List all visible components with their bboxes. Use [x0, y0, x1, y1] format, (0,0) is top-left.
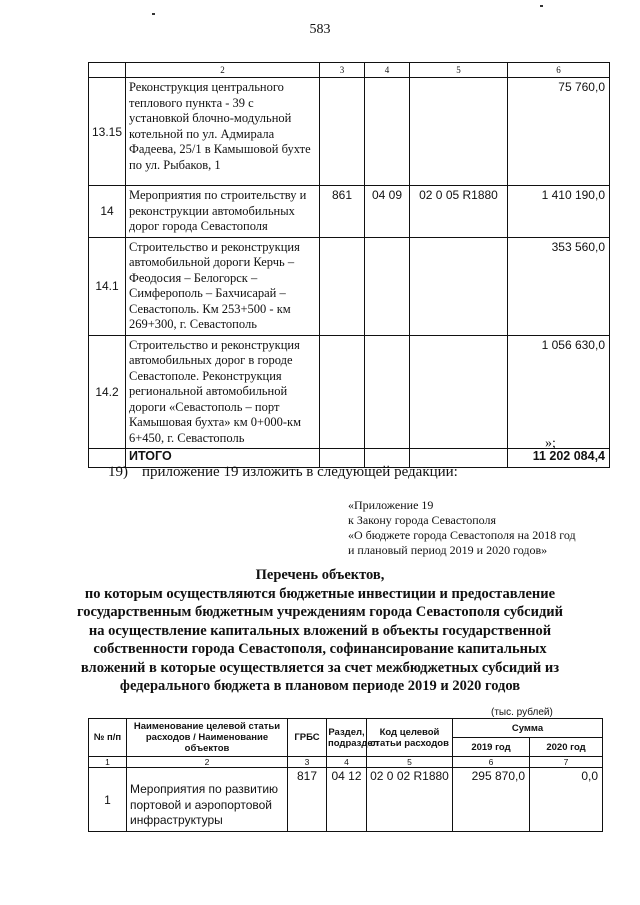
title-line: собственности города Севастополя, софинансирование капитальных — [93, 641, 547, 657]
table-row — [89, 186, 610, 238]
object-name: Реконструкция центрального теплового пункта - 39 с установкой блочно-модульной котельной по ул. Адмирала Фадеева, 25/1 в Камышовой бухте по ул. Рыбаков, 1 — [126, 78, 320, 186]
object-name: Строительство и реконструкция автомобильной дороги Керчь – Феодосия – Белогорск – Симферополь – Бахчисарай – Севастополь. Км 253+500 - км 269+300, г. Севастополь — [126, 237, 320, 335]
item-number: 19) — [108, 464, 128, 480]
code-cell — [410, 78, 508, 186]
table-row — [89, 335, 610, 449]
objects-table — [88, 718, 603, 832]
grbs-cell — [320, 237, 365, 335]
amount-cell: 75 760,0 — [508, 78, 610, 186]
row-number: 14 — [89, 186, 126, 238]
appendix-line: «О бюджете города Севастополя на 2018 год — [348, 528, 576, 542]
amount-2019-cell: 295 870,0 — [453, 768, 530, 832]
title-line: вложений в которые осуществляется за счет межбюджетных субсидий из — [80, 659, 560, 676]
objects-table-continuation — [88, 62, 610, 468]
code-cell: 02 0 05 R1880 — [410, 186, 508, 238]
title-line: государственным бюджетным учреждениям города Севастополя субсидий — [77, 604, 563, 620]
grbs-cell — [320, 78, 365, 186]
object-name: Строительство и реконструкция автомобильных дорог в городе Севастополе. Реконструкция региональной автомобильной дороги «Севастополь – порт Камышовая бухта» км 0+000-км 6+450, г. Севастополь — [126, 335, 320, 449]
row-number: 14.1 — [89, 237, 126, 335]
header-row — [89, 719, 603, 738]
row-number: 1 — [89, 768, 127, 832]
title-line: на осуществление капитальных вложений в объекты государственной — [88, 622, 552, 639]
amount-cell: 1 056 630,0 — [508, 335, 610, 449]
scan-speck — [540, 5, 543, 7]
appendix-reference — [348, 498, 576, 558]
closing-quote: »; — [545, 436, 556, 451]
razdel-cell: 04 09 — [365, 186, 410, 238]
code-cell — [410, 237, 508, 335]
col-index: 4 — [365, 63, 410, 78]
amount-cell: 1 410 190,0 — [508, 186, 610, 238]
header-2020: 2020 год — [530, 738, 603, 757]
scan-speck — [152, 13, 155, 15]
table-row — [89, 768, 603, 832]
col-index: 5 — [410, 63, 508, 78]
object-name: Мероприятия по развитию портовой и аэропортовой инфраструктуры — [127, 768, 288, 832]
col-index: 2 — [127, 757, 288, 768]
col-index: 7 — [530, 757, 603, 768]
razdel-cell — [365, 237, 410, 335]
header-num: № п/п — [89, 719, 127, 757]
col-index: 3 — [320, 63, 365, 78]
header-razdel: Раздел, подраздел — [327, 719, 367, 757]
title-line: по которым осуществляются бюджетные инвестиции и предоставление — [84, 585, 556, 602]
column-index-row — [89, 757, 603, 768]
appendix-line: «Приложение 19 — [348, 498, 434, 512]
col-index: 6 — [508, 63, 610, 78]
document-title — [70, 566, 570, 696]
table-row — [89, 237, 610, 335]
col-index: 3 — [288, 757, 327, 768]
appendix-line: и плановый период 2019 и 2020 годов» — [348, 543, 548, 557]
col-index: 6 — [453, 757, 530, 768]
header-code: Код целевой статьи расходов — [367, 719, 453, 757]
razdel-cell: 04 12 — [327, 768, 367, 832]
header-grbs: ГРБС — [288, 719, 327, 757]
amount-cell: 353 560,0 — [508, 237, 610, 335]
razdel-cell — [365, 78, 410, 186]
amount-2020-cell: 0,0 — [530, 768, 603, 832]
appendix-line: к Закону города Севастополя — [348, 513, 497, 527]
col-index: 4 — [327, 757, 367, 768]
total-label: ИТОГО — [126, 449, 320, 468]
col-index: 1 — [89, 757, 127, 768]
item-text: приложение 19 изложить в следующей редакции: — [142, 464, 458, 480]
header-name: Наименование целевой статьи расходов / Наименование объектов — [127, 719, 288, 757]
title-line: федерального бюджета в плановом периоде 2019 и 2020 годов — [119, 678, 521, 694]
col-index: 2 — [126, 63, 320, 78]
table-row — [89, 78, 610, 186]
units-label: (тыс. рублей) — [491, 707, 553, 718]
row-number: 14.2 — [89, 335, 126, 449]
code-cell — [410, 335, 508, 449]
grbs-cell — [320, 335, 365, 449]
code-cell: 02 0 02 R1880 — [367, 768, 453, 832]
total-amount: 11 202 084,4 — [508, 449, 610, 468]
header-2019: 2019 год — [453, 738, 530, 757]
col-index: 5 — [367, 757, 453, 768]
grbs-cell: 817 — [288, 768, 327, 832]
razdel-cell — [365, 335, 410, 449]
title-line: Перечень объектов, — [255, 567, 385, 583]
column-index-row — [89, 63, 610, 78]
amendment-item — [108, 464, 458, 481]
header-sum: Сумма — [453, 719, 603, 738]
row-number: 13.15 — [89, 78, 126, 186]
object-name: Мероприятия по строительству и реконструкции автомобильных дорог города Севастополя — [126, 186, 320, 238]
page-number: 583 — [309, 22, 331, 37]
grbs-cell: 861 — [320, 186, 365, 238]
